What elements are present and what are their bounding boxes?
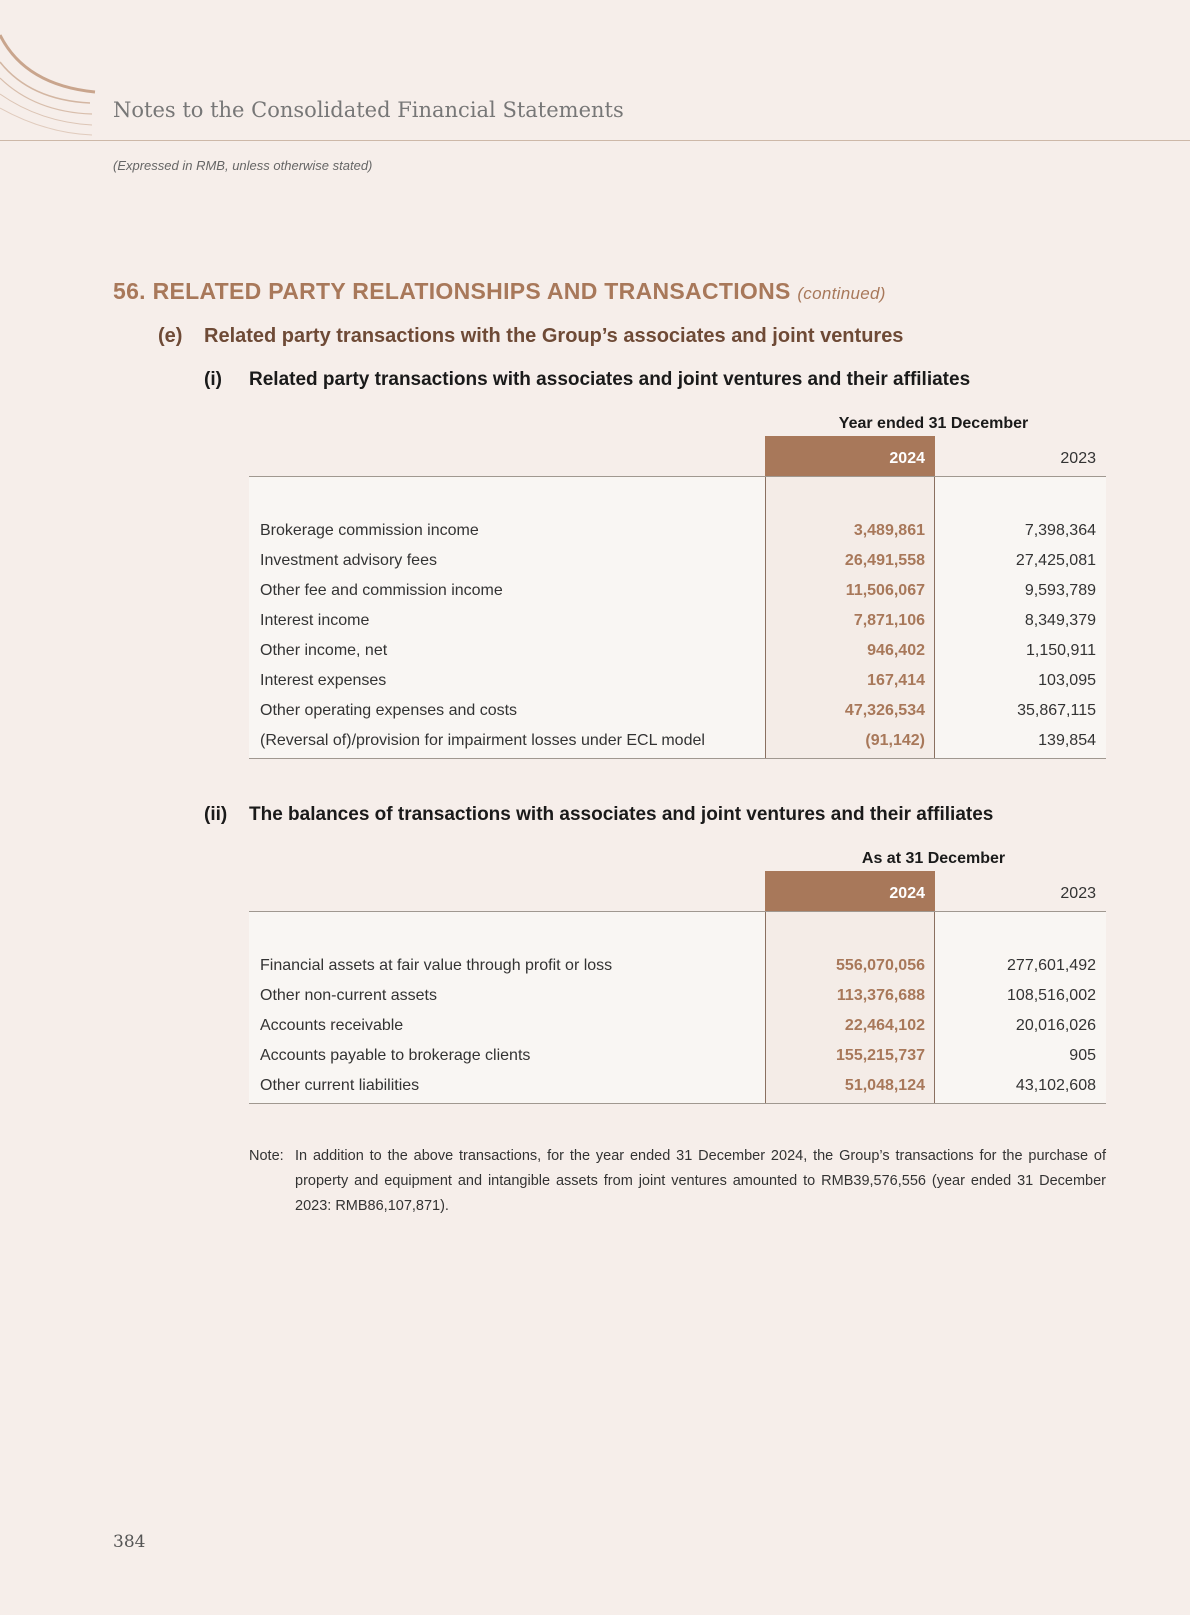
corner-arcs-decoration [0, 0, 100, 145]
table-ii-row-label: Other current liabilities [260, 1077, 420, 1094]
table-i-row-value-2023: 7,398,364 [1024, 522, 1096, 539]
table-i-row-value-2023: 1,150,911 [1026, 642, 1096, 659]
table-i-row-label: Interest income [260, 612, 370, 629]
table-ii-row-value-2023: 20,016,026 [1015, 1017, 1096, 1034]
table-i-row [249, 696, 1106, 726]
table-ii-row [249, 1011, 1106, 1041]
table-ii-row-label: Accounts payable to brokerage clients [260, 1047, 531, 1064]
table-i-row [249, 546, 1106, 576]
table-ii-row [249, 951, 1106, 981]
table-i-row-value-2023: 8,349,379 [1024, 612, 1096, 629]
table-i-row-value-2023: 103,095 [1038, 672, 1096, 689]
table-i-row [249, 666, 1106, 696]
table-i-heading [204, 369, 970, 391]
table-ii-period: As at 31 December [861, 850, 1006, 867]
table-ii-row-label: Financial assets at fair value through profit or loss [260, 957, 613, 974]
table-i-row-label: Other operating expenses and costs [260, 702, 518, 719]
section-title: RELATED PARTY RELATIONSHIPS AND TRANSACTIONS [152, 278, 791, 304]
footnote [249, 1144, 1106, 1219]
subsection-e-number: (e) [158, 325, 183, 347]
table-ii-header-2023: 2023 [1060, 885, 1096, 902]
table-ii-row-value-2024: 51,048,124 [844, 1077, 925, 1094]
table-ii-body [249, 911, 1106, 1104]
table-i-row-value-2024: 11,506,067 [845, 582, 925, 599]
footnote-label: Note: [249, 1148, 284, 1164]
table-i-row-value-2024: 167,414 [867, 672, 925, 689]
table-ii-title: The balances of transactions with associates and joint ventures and their affiliates [249, 804, 994, 825]
table-i-row-label: Investment advisory fees [260, 552, 437, 569]
table-ii-row-label: Accounts receivable [260, 1017, 404, 1034]
table-ii-row-value-2024: 22,464,102 [844, 1017, 925, 1034]
table-i-row-label: (Reversal of)/provision for impairment losses under ECL model [260, 732, 705, 749]
table-ii-row-value-2023: 43,102,608 [1015, 1077, 1096, 1094]
table-ii-row-value-2023: 905 [1069, 1047, 1096, 1064]
table-ii-row-value-2024: 556,070,056 [836, 957, 925, 974]
table-i-header-2024: 2024 [765, 436, 935, 476]
table-ii-row [249, 1071, 1106, 1101]
table-i-header-2023: 2023 [1060, 450, 1096, 467]
table-i-row-value-2023: 139,854 [1038, 732, 1096, 749]
table-i-row-value-2024: 946,402 [867, 642, 925, 659]
table-ii-number: (ii) [204, 804, 228, 825]
table-i-row-label: Other income, net [260, 642, 388, 659]
table-i-row-value-2023: 27,425,081 [1015, 552, 1096, 569]
table-ii-row-value-2023: 108,516,002 [1007, 987, 1096, 1004]
table-i-row-value-2024: 7,871,106 [853, 612, 925, 629]
currency-note: (Expressed in RMB, unless otherwise stated) [113, 158, 373, 173]
table-i-number: (i) [204, 369, 222, 390]
table-i-row-value-2024: 47,326,534 [844, 702, 925, 719]
table-i-period: Year ended 31 December [838, 415, 1029, 432]
footnote-text: In addition to the above transactions, for the year ended 31 December 2024, the Group’s transactions for the purchase of property and equipment and intangible assets from joint ventures amounted to RMB39,576,556 (year ended 31 December 2023: RMB86,107,871). [295, 1148, 1106, 1214]
table-i-row-label: Interest expenses [260, 672, 387, 689]
table-i-row-value-2023: 35,867,115 [1017, 702, 1096, 719]
table-i-row [249, 606, 1106, 636]
table-ii-row [249, 1041, 1106, 1071]
table-ii-row-label: Other non-current assets [260, 987, 437, 1004]
table-ii-row-value-2024: 155,215,737 [836, 1047, 925, 1064]
table-i-row-value-2024: (91,142) [865, 732, 925, 749]
header-rule [0, 140, 1190, 141]
table-i-row [249, 516, 1106, 546]
table-i-row [249, 726, 1106, 756]
table-i-row-value-2024: 3,489,861 [853, 522, 925, 539]
table-ii-header-2024: 2024 [765, 871, 935, 911]
table-ii-row-value-2024: 113,376,688 [836, 987, 925, 1004]
table-i-body [249, 476, 1106, 759]
table-i-row-value-2023: 9,593,789 [1024, 582, 1096, 599]
section-number: 56. [113, 278, 146, 304]
table-i-row-label: Other fee and commission income [260, 582, 503, 599]
table-i-row [249, 576, 1106, 606]
table-ii-row [249, 981, 1106, 1011]
table-i-row-label: Brokerage commission income [260, 522, 479, 539]
running-header-title: Notes to the Consolidated Financial Statements [113, 98, 624, 122]
section-heading [113, 278, 886, 305]
table-i-row-value-2024: 26,491,558 [844, 552, 925, 569]
subsection-e-heading [158, 325, 903, 348]
table-ii-row-value-2023: 277,601,492 [1007, 957, 1096, 974]
table-ii-heading [204, 804, 993, 826]
subsection-e-title: Related party transactions with the Group’s associates and joint ventures [204, 325, 904, 347]
page-number: 384 [113, 1532, 146, 1552]
section-continued: (continued) [797, 284, 886, 303]
table-i-row [249, 636, 1106, 666]
table-i-title: Related party transactions with associates and joint ventures and their affiliates [249, 369, 971, 390]
